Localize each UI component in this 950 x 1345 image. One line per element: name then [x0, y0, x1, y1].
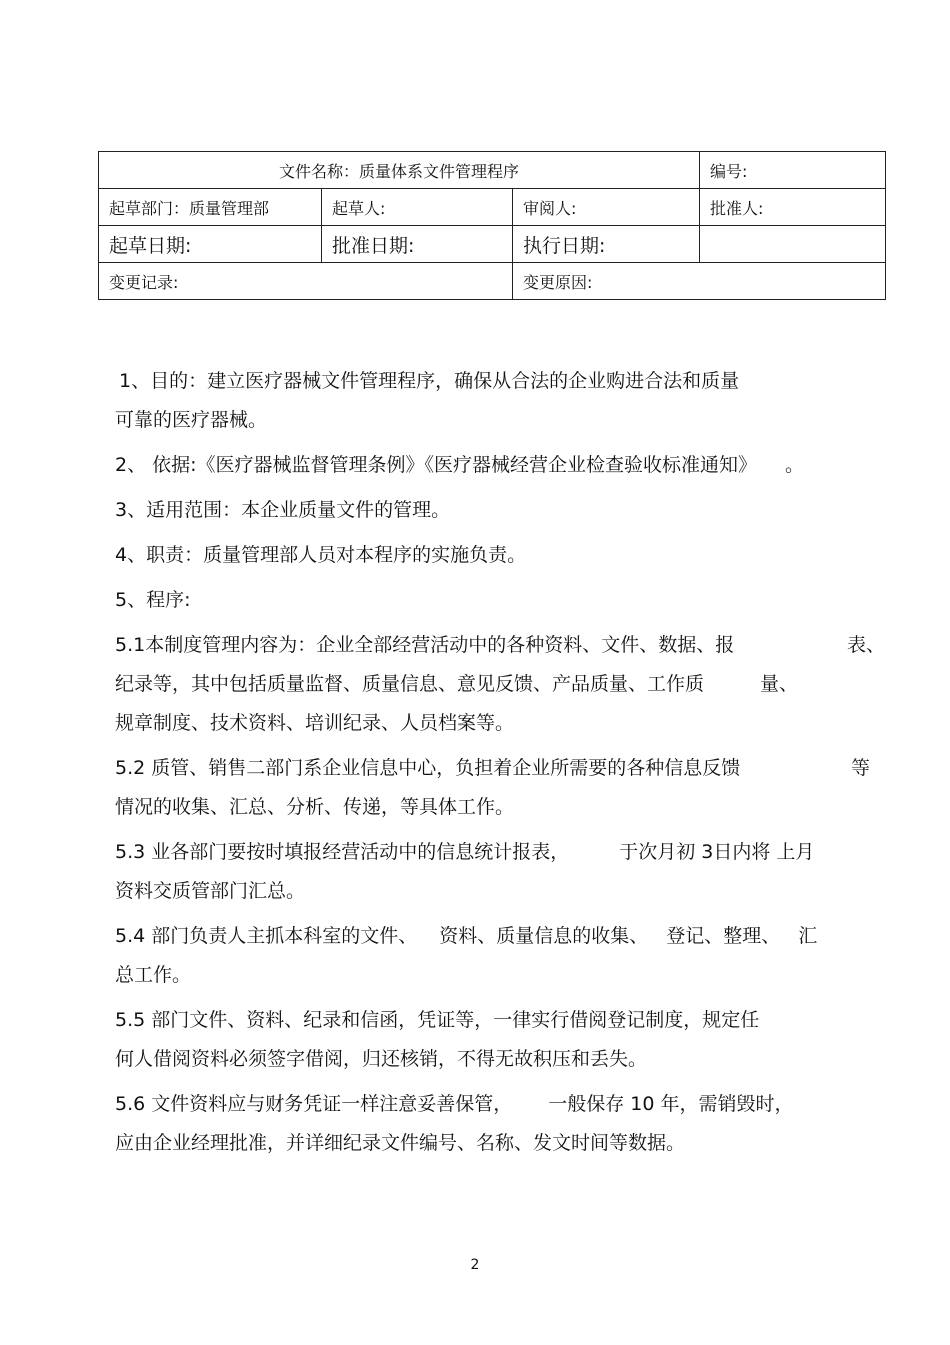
change-record-cell: 变更记录: [99, 263, 513, 300]
section-2 [115, 446, 885, 485]
change-reason-cell: 变更原因: [513, 263, 886, 300]
paragraph-5-2-line-1: 5.2 质管、销售二部门系企业信息中心，负担着企业所需要的各种信息反馈 [115, 757, 741, 779]
paragraph-5-4-part-1: 5.4 部门负责人主抓本科室的文件、 [115, 925, 418, 947]
drafter-cell: 起草人: [322, 189, 513, 226]
section-2-period: 。 [785, 454, 805, 476]
paragraph-5-2-line-2: 情况的收集、汇总、分析、传递，等具体工作。 [115, 796, 515, 818]
paragraph-5-3-line-1: 5.3 业各部门要按时填报经营活动中的信息统计报表， [115, 841, 570, 863]
section-3: 3、适用范围：本企业质量文件的管理。 [115, 499, 451, 521]
paragraph-5-1-line-2: 纪录等，其中包括质量监督、质量信息、意见反馈、产品质量、工作质 [115, 673, 705, 695]
paragraph-5-4 [115, 917, 885, 995]
section-1-line-1: 1、目的：建立医疗器械文件管理程序，确保从合法的企业购进合法和质量 [119, 370, 740, 392]
section-1 [115, 362, 885, 440]
paragraph-5-1-line-3: 规章制度、技术资料、培训纪录、人员档案等。 [115, 712, 515, 734]
paragraph-5-4-part-2: 资料、质量信息的收集、 [439, 925, 649, 947]
empty-cell [700, 226, 886, 263]
paragraph-5-1 [115, 626, 885, 743]
paragraph-5-5-line-2: 何人借阅资料必须签字借阅，归还核销，不得无故积压和丢失。 [115, 1048, 648, 1070]
paragraph-5-2 [115, 749, 885, 827]
file-name-cell: 文件名称：质量体系文件管理程序 [99, 152, 700, 189]
paragraph-5-4-part-4: 汇 [798, 925, 818, 947]
page-number: 2 [470, 1257, 480, 1273]
section-2-text: 2、 依据:《医疗器械监督管理条例》《医疗器械经营企业检查验收标准通知》 [115, 454, 758, 476]
draft-dept-cell: 起草部门：质量管理部 [99, 189, 322, 226]
exec-date-cell: 执行日期: [513, 226, 700, 263]
document-header-table [98, 151, 886, 300]
paragraph-5-5-line-1: 5.5 部门文件、资料、纪录和信函，凭证等，一律实行借阅登记制度，规定任 [115, 1009, 760, 1031]
document-body [115, 362, 885, 1163]
approve-date-cell: 批准日期: [322, 226, 513, 263]
section-5: 5、程序: [115, 589, 191, 611]
paragraph-5-4-line-2: 总工作。 [115, 964, 192, 986]
paragraph-5-6-line-1: 5.6 文件资料应与财务凭证一样注意妥善保管， [115, 1093, 513, 1115]
paragraph-5-3-line-1-end: 于次月初 3日内将 上月 [619, 841, 815, 863]
paragraph-5-6 [115, 1085, 885, 1163]
section-4: 4、职责：质量管理部人员对本程序的实施负责。 [115, 544, 527, 566]
paragraph-5-3 [115, 833, 885, 911]
paragraph-5-6-line-2: 应由企业经理批准，并详细纪录文件编号、名称、发文时间等数据。 [115, 1132, 686, 1154]
approver-cell: 批准人: [700, 189, 886, 226]
paragraph-5-3-line-2: 资料交质管部门汇总。 [115, 880, 306, 902]
section-1-line-2: 可靠的医疗器械。 [115, 409, 268, 431]
paragraph-5-1-line-1-end: 表、 [846, 634, 885, 656]
paragraph-5-6-line-1-end: 一般保存 10 年，需销毁时， [548, 1093, 794, 1115]
paragraph-5-2-line-1-end: 等 [850, 757, 870, 779]
paragraph-5-4-part-3: 登记、整理、 [666, 925, 781, 947]
paragraph-5-1-line-2-end: 量、 [760, 673, 799, 695]
paragraph-5-1-line-1: 5.1本制度管理内容为：企业全部经营活动中的各种资料、文件、数据、报 [115, 634, 735, 656]
number-cell: 编号: [700, 152, 886, 189]
paragraph-5-5 [115, 1001, 885, 1079]
draft-date-cell: 起草日期: [99, 226, 322, 263]
reviewer-cell: 审阅人: [513, 189, 700, 226]
